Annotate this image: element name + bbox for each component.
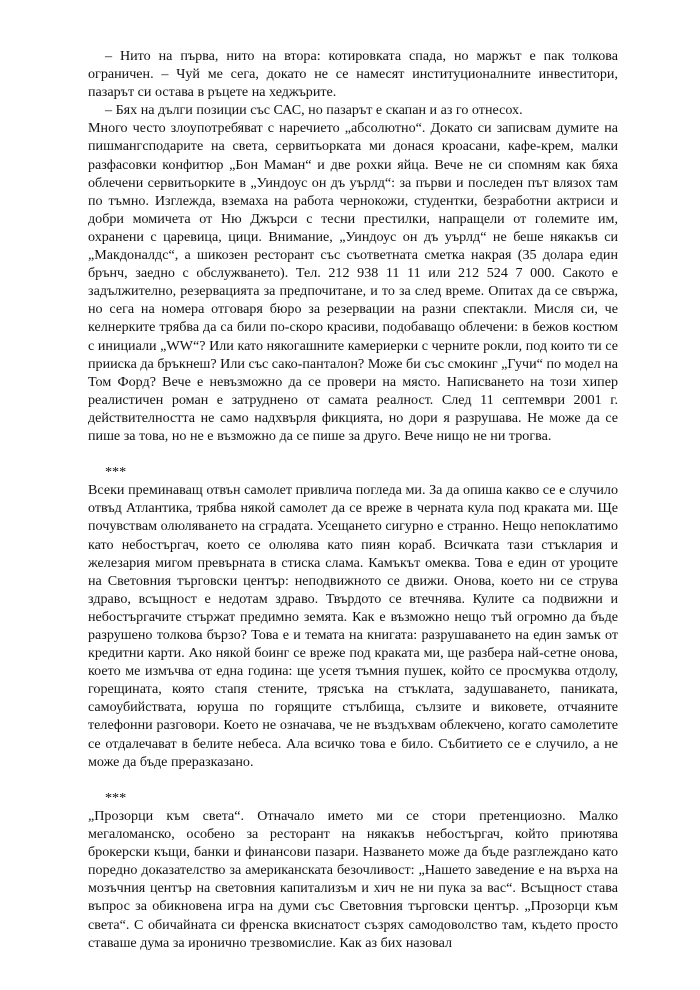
section-separator-2: *** xyxy=(105,789,127,806)
dialogue-line-1: – Нито на първа, нито на втора: котировката спада, но маржът е пак толкова ограничен. – Чуй ме сега, докато не се намесят институционалните инвеститори, пазарът си остава в ръцете на хеджърите. xyxy=(88,48,618,101)
section-separator-1: *** xyxy=(105,464,127,481)
document-text xyxy=(88,47,618,952)
paragraph-3: „Прозорци към света“. Отначало името ми се стори претенциозно. Малко мегаломанско, особено за ресторант на някакъв небостъргач, който приютява брокерски къщи, банки и финансови пазари. Назването може да бъде разглеждано като поредно доказателство за американската безочливост: „Нашето заведение е на върха на мозъчния център на световния капитализъм и хич не ни пука за вас“. Всъщност става въпрос за обикновена игра на думи със Световния търговски център. „Прозорци към света“. С обичайната си френска вкиснатост съзрях самодоволство там, където просто ставаше дума за иронично трезвомислие. Как аз бих назовал xyxy=(88,807,618,951)
paragraph-1: Много често злоупотребяват с наречието „абсолютно“. Докато си записвам думите на пишмангсподарите на света, сервитьорката ми донася кроасани, кафе-крем, малки разфасовки конфитюр „Бон Маман“ и две рохки яйца. Вече не си спомням как бяха облечени сервитьорките в „Уиндоус он дъ уърлд“: за първи и последен път влязох там по тъмно. Изглежда, вземаха на работа чернокожи, студентки, безработни актриси и добри момичета от Ню Джърси с тесни престилки, напращели от големите им, охранени с царевица, цици. Внимание, „Уиндоус он дъ уърлд“ не беше някакъв си „Макдоналдс“, а шикозен ресторант със съответната сметка накрая (35 долара един брънч, заедно с обслужването). Тел. 212 938 11 11 или 212 524 7 000. Сакото е задължително, резервацията за предпочитане, и то за след време. Опитах да се свържа, но сега на номера отговаря бюро за резервации на разни спектакли. Мисля си, че келнерките трябва да са били по-скоро красиви, подобаващо облечени: в бежов костюм с инициали „WW“? Или като някогашните камериерки с черните рокли, под които ти се прииска да бръкнеш? Или със сако-панталон? Може би със смокинг „Гучи“ по модел на Том Форд? Вече е невъзможно да се провери на място. Написването на този хипер реалистичен роман е затруднено от самата реалност. След 11 септември 2001 г. действителността не само надхвърля фикцията, но дори я разрушава. Не може да се пише за това, но не е възможно да се пише за друго. Вече нищо не ни трогва. xyxy=(88,120,618,444)
dialogue-line-2: – Бях на дълги позиции със САС, но пазарът е скапан и аз го отнесох. xyxy=(105,102,523,119)
paragraph-gap xyxy=(88,445,618,463)
paragraph-gap xyxy=(88,771,618,789)
paragraph-2: Всеки преминаващ отвън самолет привлича погледа ми. За да опиша какво се е случило отвъд Атлантика, трябва някой самолет да се вреже в черната кула под краката ми. Ще почувствам олюляването на сградата. Усещането сигурно е странно. Нещо непоклатимо като небостъргач, което се олюлява като пиян кораб. Всичката тази стъклария и железария мигом превърната в стиска слама. Камъкът омеква. Това е един от уроците на Световния търговски център: неподвижното се движи. Онова, което ни се струва здраво, всъщност е недотам здраво. Твърдото се втечнява. Кулите са подвижни и небостъргачите стържат предимно земята. Как е възможно нещо тъй огромно да бъде разрушено толкова бързо? Това е и темата на книгата: разрушаването на един замък от кредитни карти. Ако някой боинг се вреже под краката ми, ще разбера най-сетне онова, което ме измъчва от една година: ще усетя тъмния пушек, който се просмуква отдолу, горещината, която стапя стените, трясъка на стъклата, задушаването, паниката, самоубийствата, юруша по горящите стълбища, сълзите и виковете, отчаяните телефонни разговори. Което не означава, че не въздъхвам облекчено, когато самолетите се отдалечават в белите небеса. Ала всичко това е било. Събитието се е случило, а не може да бъде преразказано. xyxy=(88,482,618,770)
